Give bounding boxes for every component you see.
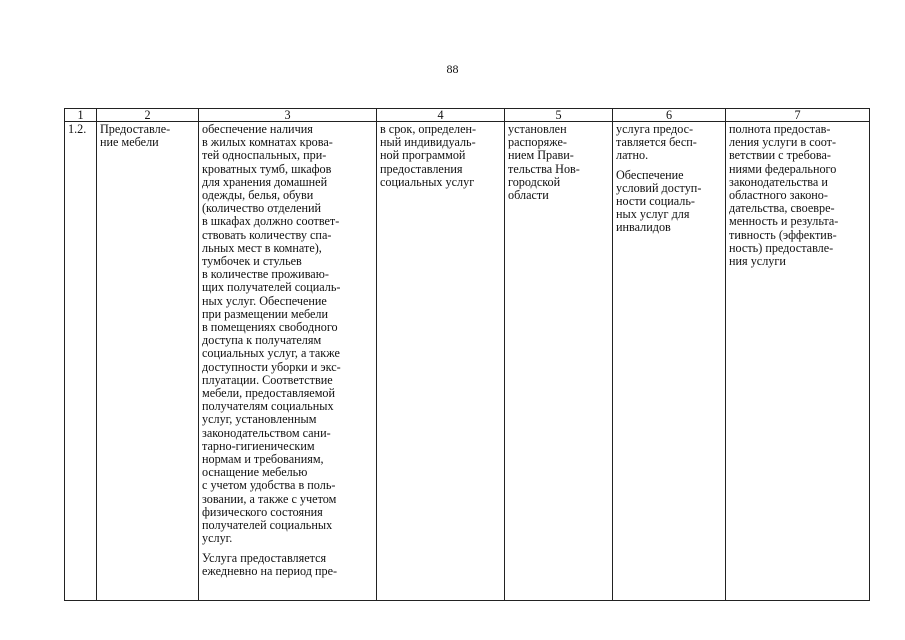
deadline-text: в срок, определен- ный индивидуаль- ной программой предоставления социальных услуг <box>380 122 477 189</box>
table-header <box>65 109 870 122</box>
page-number: 88 <box>446 62 459 76</box>
service-name-cell <box>97 122 199 601</box>
header-col-5: 5 <box>505 109 613 122</box>
accessibility-text: Обеспечение условий доступ- ности социаль- ных услуг для инвалидов <box>616 167 702 235</box>
header-col-7: 7 <box>726 109 870 122</box>
header-col-4: 4 <box>377 109 505 122</box>
norm-cell <box>505 122 613 601</box>
service-description-cell <box>199 122 377 601</box>
header-col-3: 3 <box>199 109 377 122</box>
quality-text: полнота предостав- ления услуги в соот- ветствии с требова- ниями федерального законодательства и областного законо- дательства, своевре- менность и результа- тивность (эффектив- ность) предоставле- ния услуги <box>729 122 839 269</box>
service-description: обеспечение наличия в жилых комнатах крова- тей односпальных, при- кроватных тумб, шкафов для хранения домашней одежды, белья, обуви (количество отделений в шкафах должно соответ- ствовать количеству спа- льных мест в комнате), тумбочек и стульев в количестве проживаю- щих получателей социаль- ных услуг. Обеспечение при размещении мебели в помещениях свободного доступа к получателям социальных услуг, а также доступности уборки и экс- плуатации. Соответствие мебели, предоставляемой получателям социальных услуг, установленным законодательством сани- тарно-гигиеническим нормам и требованиям, оснащение мебелью с учетом удобства в поль- зовании, а также с учетом физического состояния получателей социальных услуг. <box>202 122 341 546</box>
table-row <box>65 122 870 601</box>
row-number-cell <box>65 122 97 601</box>
header-col-1: 1 <box>65 109 97 122</box>
header-col-2: 2 <box>97 109 199 122</box>
deadline-cell <box>377 122 505 601</box>
payment-text: услуга предос- тавляется бесп- латно. <box>616 122 697 163</box>
services-table <box>64 108 870 601</box>
quality-cell <box>726 122 870 601</box>
conditions-cell <box>613 122 726 601</box>
service-name: Предоставле- ние мебели <box>100 122 171 150</box>
service-description-continued: Услуга предоставляется ежедневно на период пре- <box>202 550 338 578</box>
norm-text: установлен распоряже- нием Прави- тельства Нов- городской области <box>508 122 580 203</box>
header-col-6: 6 <box>613 109 726 122</box>
header-row <box>65 109 870 122</box>
row-number: 1.2. <box>68 122 87 136</box>
